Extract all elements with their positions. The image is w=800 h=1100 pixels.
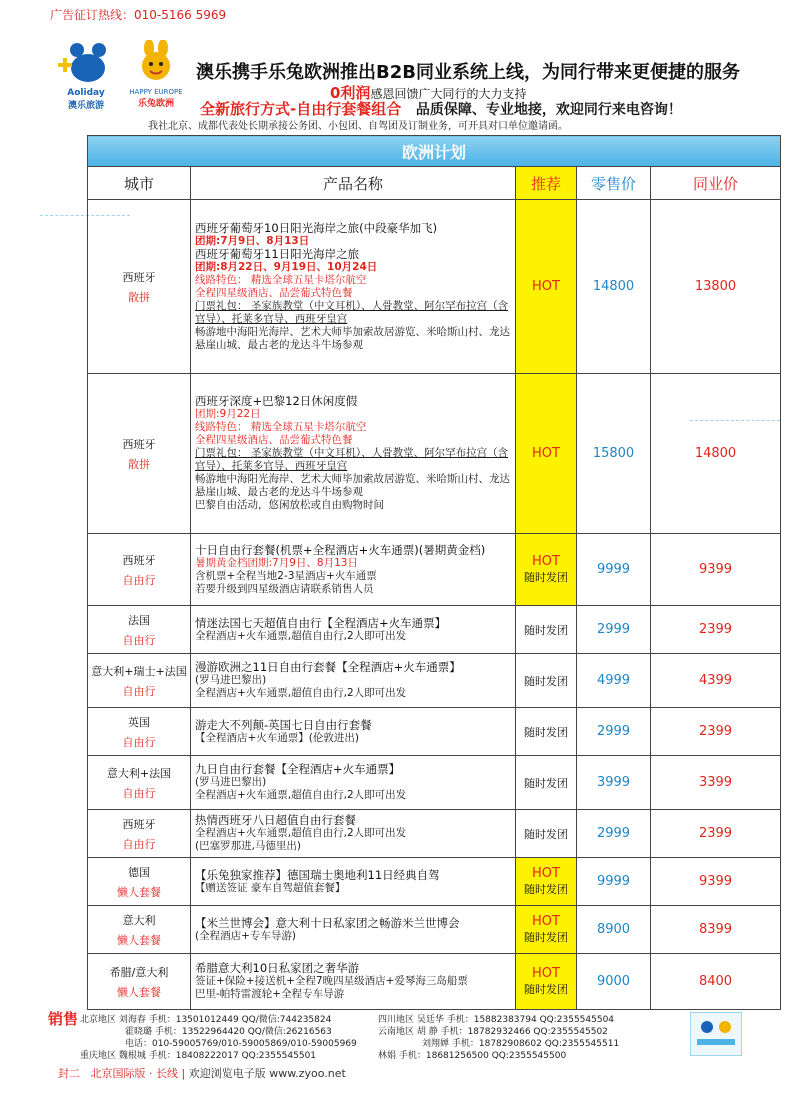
recommend-cell xyxy=(516,810,577,858)
product-line: 游走大不列颠-英国七日自由行套餐 xyxy=(195,717,372,732)
trade-price: 8400 xyxy=(651,954,781,1010)
city-cell xyxy=(88,858,191,906)
retail-price: 15800 xyxy=(577,374,651,534)
tour-type: 散拼 xyxy=(128,290,150,304)
table-row xyxy=(88,858,781,906)
table-row xyxy=(88,654,781,708)
trade-price: 13800 xyxy=(651,200,781,374)
recommend-cell xyxy=(516,906,577,954)
recommend-cell xyxy=(516,534,577,606)
product-line: 西班牙葡萄牙10日阳光海岸之旅(中段豪华加飞) xyxy=(195,220,438,235)
product-line: 含机票+全程当地2-3星酒店+火车通票 xyxy=(195,569,377,582)
product-line: 西班牙葡萄牙11日阳光海岸之旅 xyxy=(195,246,360,261)
trade-price: 14800 xyxy=(651,374,781,534)
tour-type: 懒人套餐 xyxy=(117,933,161,947)
product-line: 若要升级到四星级酒店请联系销售人员 xyxy=(195,582,374,595)
depart-note: 随时发团 xyxy=(524,827,568,841)
header-city: 城市 xyxy=(88,167,191,200)
product-line: 【米兰世博会】意大利十日私家团之畅游米兰世博会 xyxy=(195,915,460,930)
trade-price: 4399 xyxy=(651,654,781,708)
contact-lin: 林娟 手机：18681256500 QQ:2355545500 xyxy=(378,1051,567,1061)
profit-rest: 感恩回馈广大同行的大力支持 xyxy=(370,87,527,101)
product-line: 全程酒店+火车通票,超值自由行,2人即可出发 xyxy=(195,789,407,801)
product-line: (罗马进巴黎出) xyxy=(195,776,267,788)
new-way-title: 全新旅行方式-自由行套餐组合 xyxy=(200,100,402,118)
product-line: 畅游地中海阳光海岸、艺术大师毕加索故居游览、米哈斯山村、龙达悬崖山城、最古老的龙达斗牛场参观 xyxy=(195,325,510,351)
hot-badge: HOT xyxy=(532,554,560,569)
product-line: 漫游欧洲之11日自由行套餐【全程酒店+火车通票】 xyxy=(195,660,461,674)
hot-badge: HOT xyxy=(532,866,560,881)
depart-note: 随时发团 xyxy=(524,725,568,739)
tour-type: 自由行 xyxy=(122,684,156,698)
table-row xyxy=(88,954,781,1010)
city-cell xyxy=(88,954,191,1010)
product-cell xyxy=(191,708,516,756)
city-cell xyxy=(88,606,191,654)
happy-europe-logo xyxy=(125,40,187,110)
hot-badge: HOT xyxy=(532,279,560,294)
product-line: (巴塞罗那进,马德里出) xyxy=(195,840,302,852)
new-way-line xyxy=(200,98,682,119)
retail-price: 14800 xyxy=(577,200,651,374)
city-name: 意大利+瑞士+法国 xyxy=(91,664,187,678)
table-caption: 欧洲计划 xyxy=(88,136,781,167)
header-recommend: 推荐 xyxy=(516,167,577,200)
city-cell xyxy=(88,534,191,606)
product-line: 巴黎自由活动，悠闲放松或自由购物时间 xyxy=(195,499,384,511)
product-line: 团期:8月22日、9月19日、10月24日 xyxy=(195,260,378,273)
depart-note: 随时发团 xyxy=(524,674,568,688)
rabbit-mascot-icon xyxy=(125,40,187,84)
product-cell xyxy=(191,534,516,606)
sales-label: 销售 xyxy=(48,1010,79,1028)
retail-price: 9000 xyxy=(577,954,651,1010)
trade-price: 2399 xyxy=(651,606,781,654)
depart-note: 随时发团 xyxy=(524,776,568,790)
headline: 澳乐携手乐兔欧洲推出B2B同业系统上线，为同行带来更便捷的服务 xyxy=(196,62,740,83)
depart-note: 随时发团 xyxy=(524,623,568,637)
product-line: 团期:7月9日、8月13日 xyxy=(195,234,310,247)
retail-price: 3999 xyxy=(577,756,651,810)
product-line: (全程酒店+专车导游) xyxy=(195,929,296,942)
depart-note: 随时发团 xyxy=(524,931,568,944)
product-cell xyxy=(191,858,516,906)
product-cell xyxy=(191,654,516,708)
retail-price: 9999 xyxy=(577,534,651,606)
product-line: 【赠送签证 豪车自驾超值套餐】 xyxy=(195,881,346,894)
retail-price: 2999 xyxy=(577,708,651,756)
table-row xyxy=(88,906,781,954)
aoliday-logo xyxy=(55,40,117,110)
hot-badge: HOT xyxy=(532,446,560,461)
ad-hotline: 广告征订热线：010-5166 5969 xyxy=(50,8,227,22)
city-name: 英国 xyxy=(128,715,150,729)
city-name: 意大利+法国 xyxy=(106,766,172,780)
header-retail: 零售价 xyxy=(577,167,651,200)
product-line: 团期:9月22日 xyxy=(195,408,261,420)
product-cell xyxy=(191,756,516,810)
tour-type: 懒人套餐 xyxy=(117,885,161,899)
trade-price: 9399 xyxy=(651,858,781,906)
trade-price: 8399 xyxy=(651,906,781,954)
tour-type: 自由行 xyxy=(122,735,156,749)
hot-badge: HOT xyxy=(532,966,560,981)
recommend-cell xyxy=(516,708,577,756)
tour-type: 自由行 xyxy=(122,633,156,647)
product-line: (罗马进巴黎出) xyxy=(195,674,267,686)
retail-price: 8900 xyxy=(577,906,651,954)
tour-type: 自由行 xyxy=(122,573,156,587)
city-name: 德国 xyxy=(128,865,150,879)
city-cell xyxy=(88,654,191,708)
table-row xyxy=(88,708,781,756)
aoliday-logo-icon xyxy=(55,40,117,84)
trade-price: 9399 xyxy=(651,534,781,606)
recommend-cell xyxy=(516,954,577,1010)
recommend-cell xyxy=(516,858,577,906)
product-line: 十日自由行套餐(机票+全程酒店+火车通票)(暑期黄金档) xyxy=(195,542,486,557)
table-row xyxy=(88,606,781,654)
city-name: 法国 xyxy=(128,613,150,627)
city-name: 西班牙 xyxy=(122,817,156,831)
table-row xyxy=(88,810,781,858)
product-line: 九日自由行套餐【全程酒店+火车通票】 xyxy=(195,762,401,776)
contact-liu: 刘翔婵 手机：18782908602 QQ:2355545511 xyxy=(422,1039,620,1049)
tour-type: 自由行 xyxy=(122,786,156,800)
table-row xyxy=(88,534,781,606)
city-name: 希腊/意大利 xyxy=(109,965,169,979)
europe-plan-table xyxy=(87,135,781,1010)
product-cell xyxy=(191,606,516,654)
product-line: 【乐兔独家推荐】德国瑞士奥地利11日经典自驾 xyxy=(195,867,440,882)
aoliday-logo-cn: 澳乐旅游 xyxy=(67,101,104,111)
profit-big: 0利润 xyxy=(330,84,371,102)
contact-beijing-phone: 电话：010-59005769/010-59005869/010-59005969 xyxy=(125,1039,357,1049)
product-line: 全程四星级酒店、品尝葡式特色餐 xyxy=(195,286,353,299)
trade-price: 2399 xyxy=(651,708,781,756)
product-line: 希腊意大利10日私家团之奢华游 xyxy=(195,961,360,975)
product-line: 畅游地中海阳光海岸、艺术大师毕加索故居游览、米哈斯山村、龙达悬崖山城、最古老的龙达斗牛场参观 xyxy=(195,473,510,498)
brand-badge-icon xyxy=(691,1013,741,1055)
product-line: 全程酒店+火车通票,超值自由行,2人即可出发 xyxy=(195,687,407,699)
contact-chongqing: 重庆地区 魏根城 手机：18408222017 QQ:2355545501 xyxy=(80,1051,317,1061)
product-cell xyxy=(191,200,516,374)
city-name: 西班牙 xyxy=(122,437,156,451)
product-line: 门票礼包： 圣家族教堂（中文耳机）、人骨教堂、阿尔罕布拉宫（含官导）、托莱多官导、西班牙皇宫 xyxy=(195,447,509,472)
retail-price: 9999 xyxy=(577,858,651,906)
contact-beijing-2: 霍晓璐 手机：13522964420 QQ/微信:26216563 xyxy=(125,1027,332,1037)
cover-label: 封二 xyxy=(58,1067,80,1080)
retail-price: 4999 xyxy=(577,654,651,708)
retail-price: 2999 xyxy=(577,810,651,858)
quality-text: 品质保障、专业地接，欢迎同行来电咨询！ xyxy=(415,102,682,118)
product-cell xyxy=(191,906,516,954)
product-line: 全程酒店+火车通票,超值自由行,2人即可出发 xyxy=(195,827,407,839)
aoliday-logo-en: Aoliday xyxy=(67,88,105,98)
qr-badge xyxy=(690,1012,742,1056)
product-cell xyxy=(191,374,516,534)
header-product: 产品名称 xyxy=(191,167,516,200)
product-line: 情迷法国七天超值自由行【全程酒店+火车通票】 xyxy=(195,615,447,630)
product-line: 巴里-帕特雷渡轮+全程专车导游 xyxy=(195,988,345,1000)
depart-note: 随时发团 xyxy=(524,983,568,996)
hot-badge: HOT xyxy=(532,914,560,929)
trade-price: 2399 xyxy=(651,810,781,858)
table-row xyxy=(88,756,781,810)
city-cell xyxy=(88,810,191,858)
recommend-cell xyxy=(516,374,577,534)
city-name: 西班牙 xyxy=(122,270,156,284)
city-cell xyxy=(88,756,191,810)
tour-type: 散拼 xyxy=(128,457,150,471)
city-cell xyxy=(88,200,191,374)
city-cell xyxy=(88,708,191,756)
site-link[interactable]: 欢迎浏览电子版 www.zyoo.net xyxy=(188,1067,346,1080)
recommend-cell xyxy=(516,606,577,654)
product-line: 暑期黄金档团期:7月9日、8月13日 xyxy=(195,556,358,569)
recommend-cell xyxy=(516,654,577,708)
product-line: 门票礼包： 圣家族教堂（中文耳机）、人骨教堂、阿尔罕布拉宫（含官导）、托莱多官导、西班牙皇宫 xyxy=(195,299,509,325)
product-line: 西班牙深度+巴黎12日休闲度假 xyxy=(195,394,358,408)
product-cell xyxy=(191,954,516,1010)
city-name: 西班牙 xyxy=(122,553,156,567)
product-line: 热情西班牙八日超值自由行套餐 xyxy=(195,813,356,827)
table-row xyxy=(88,200,781,374)
happy-europe-logo-cn: 乐兔欧洲 xyxy=(137,99,174,109)
product-line: 线路特色： 精选全球五星卡塔尔航空 xyxy=(195,421,367,433)
product-line: 全程酒店+火车通票,超值自由行,2人即可出发 xyxy=(195,629,407,642)
depart-note: 随时发团 xyxy=(524,571,568,584)
product-line: 全程四星级酒店、品尝葡式特色餐 xyxy=(195,434,353,446)
table-row xyxy=(88,374,781,534)
product-line: 【全程酒店+火车通票】(伦敦进出) xyxy=(195,731,359,744)
happy-europe-logo-en: HAPPY EUROPE xyxy=(129,88,183,96)
header-trade: 同业价 xyxy=(651,167,781,200)
product-cell xyxy=(191,810,516,858)
city-cell xyxy=(88,906,191,954)
product-line: 线路特色： 精选全球五星卡塔尔航空 xyxy=(195,273,367,286)
city-cell xyxy=(88,374,191,534)
tour-type: 懒人套餐 xyxy=(117,985,161,999)
depart-note: 随时发团 xyxy=(524,883,568,896)
tour-type: 自由行 xyxy=(122,837,156,851)
city-name: 意大利 xyxy=(122,913,156,927)
table-body xyxy=(88,200,781,1010)
recommend-cell xyxy=(516,200,577,374)
recommend-cell xyxy=(516,756,577,810)
contact-beijing-1: 北京地区 刘海春 手机：13501012449 QQ/微信:744235824 xyxy=(80,1015,332,1025)
trade-price: 3399 xyxy=(651,756,781,810)
bottom-bar: 封二 北京国际版 · 长线 | 欢迎浏览电子版 www.zyoo.net xyxy=(58,1067,346,1080)
contact-yunnan: 云南地区 胡 静 手机：18782932466 QQ:2355545502 xyxy=(378,1027,608,1037)
branches-note: 我社北京、成都代表处长期承接公务团、小包团、自驾团及订制业务，可开具对口单位邀请函。 xyxy=(148,121,568,132)
contact-sichuan: 四川地区 吴廷华 手机：15882383794 QQ:2355545504 xyxy=(378,1015,615,1025)
edition-label: 北京国际版 · 长线 xyxy=(90,1067,178,1080)
retail-price: 2999 xyxy=(577,606,651,654)
product-line: 签证+保险+接送机+全程7晚四星级酒店+爱琴海三岛船票 xyxy=(195,975,468,987)
